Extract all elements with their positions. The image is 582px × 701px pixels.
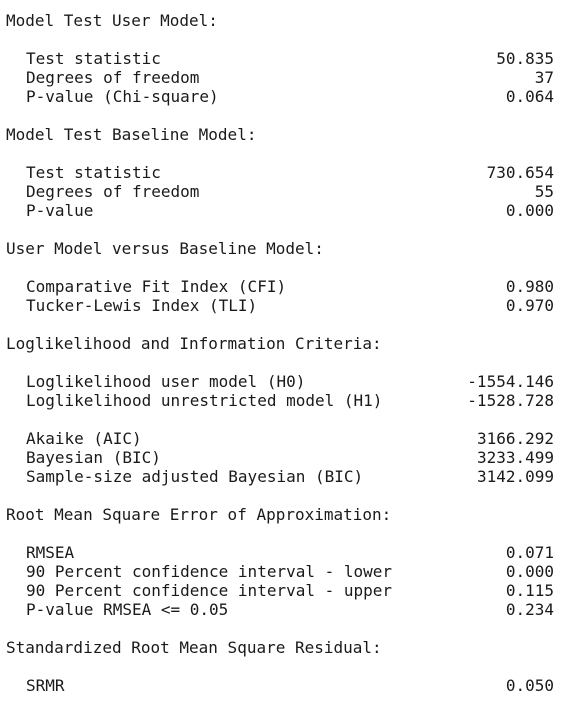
- stat-label: P-value (Chi-square): [26, 87, 219, 106]
- stat-row: [6, 391, 554, 410]
- section-user-model-test: [6, 11, 554, 106]
- stat-row: [6, 467, 554, 486]
- stat-value: 55: [534, 182, 554, 201]
- console-output: [6, 11, 554, 695]
- stat-label: Bayesian (BIC): [26, 448, 161, 467]
- stat-value: 37: [534, 68, 554, 87]
- stat-value: 3166.292: [476, 429, 554, 448]
- stat-value: -1554.146: [467, 372, 554, 391]
- stat-value: 0.970: [505, 296, 554, 315]
- stat-value: 0.234: [505, 600, 554, 619]
- stat-row: [6, 296, 554, 315]
- section-baseline-model-test: [6, 125, 554, 220]
- section-title: Model Test User Model:: [6, 11, 218, 30]
- stat-row: [6, 562, 554, 581]
- section-title: Root Mean Square Error of Approximation:: [6, 505, 392, 524]
- stat-value: 0.115: [505, 581, 554, 600]
- stat-row: [6, 277, 554, 296]
- stat-value: 0.000: [505, 201, 554, 220]
- section-user-vs-baseline: [6, 239, 554, 315]
- stat-value: -1528.728: [467, 391, 554, 410]
- stat-row: [6, 676, 554, 695]
- stat-label: Akaike (AIC): [26, 429, 142, 448]
- stat-value: 0.071: [505, 543, 554, 562]
- section-title: Model Test Baseline Model:: [6, 125, 257, 144]
- stat-label: Degrees of freedom: [26, 68, 200, 87]
- section-title: User Model versus Baseline Model:: [6, 239, 324, 258]
- stat-label: RMSEA: [26, 543, 75, 562]
- stat-row: [6, 182, 554, 201]
- stat-label: Degrees of freedom: [26, 182, 200, 201]
- stat-row: [6, 600, 554, 619]
- section-srmr: [6, 638, 554, 695]
- stat-label: 90 Percent confidence interval - upper: [26, 581, 393, 600]
- section-loglikelihood-criteria: [6, 334, 554, 486]
- stat-label: Sample-size adjusted Bayesian (BIC): [26, 467, 364, 486]
- stat-label: P-value: [26, 201, 94, 220]
- stat-row: [6, 49, 554, 68]
- stat-value: 0.050: [505, 676, 554, 695]
- stat-row: [6, 581, 554, 600]
- stat-row: [6, 87, 554, 106]
- stat-value: 50.835: [496, 49, 554, 68]
- stat-row: [6, 429, 554, 448]
- stat-label: SRMR: [26, 676, 65, 695]
- stat-value: 0.980: [505, 277, 554, 296]
- stat-label: Loglikelihood user model (H0): [26, 372, 306, 391]
- stat-label: Loglikelihood unrestricted model (H1): [26, 391, 383, 410]
- stat-label: Tucker-Lewis Index (TLI): [26, 296, 258, 315]
- stat-value: 730.654: [486, 163, 554, 182]
- stat-row: [6, 448, 554, 467]
- stat-row: [6, 68, 554, 87]
- stat-row: [6, 543, 554, 562]
- stat-label: Test statistic: [26, 49, 161, 68]
- stat-label: P-value RMSEA <= 0.05: [26, 600, 229, 619]
- stat-label: Test statistic: [26, 163, 161, 182]
- section-rmsea: [6, 505, 554, 619]
- stat-row: [6, 163, 554, 182]
- stat-value: 3233.499: [476, 448, 554, 467]
- stat-value: 3142.099: [476, 467, 554, 486]
- section-title: Loglikelihood and Information Criteria:: [6, 334, 382, 353]
- section-title: Standardized Root Mean Square Residual:: [6, 638, 382, 657]
- stat-label: 90 Percent confidence interval - lower: [26, 562, 393, 581]
- stat-value: 0.000: [505, 562, 554, 581]
- stat-row: [6, 201, 554, 220]
- stat-value: 0.064: [505, 87, 554, 106]
- stat-label: Comparative Fit Index (CFI): [26, 277, 287, 296]
- stat-row: [6, 372, 554, 391]
